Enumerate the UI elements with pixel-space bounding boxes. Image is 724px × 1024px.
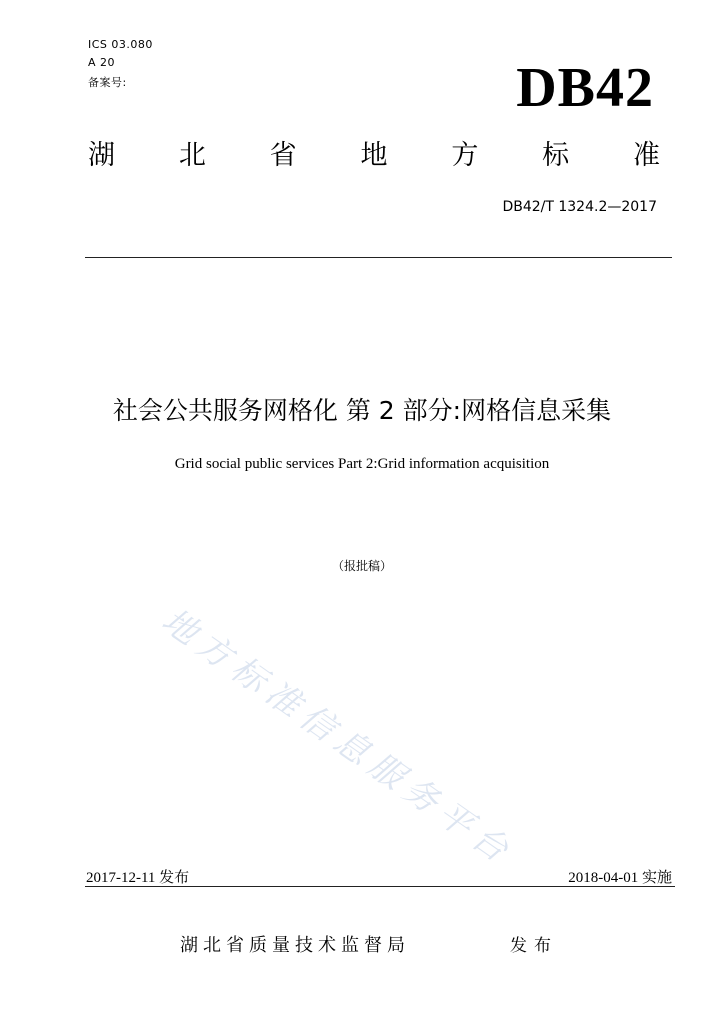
standard-code-logo: DB42: [516, 57, 654, 119]
title-char: 湖: [88, 140, 115, 171]
draft-status-note: （报批稿）: [331, 559, 392, 573]
classification-code: A 20: [88, 56, 116, 69]
ics-code: ICS 03.080: [88, 38, 153, 51]
document-title-en: Grid social public services Part 2:Grid information acquisition: [174, 456, 550, 472]
issuing-authority: 湖北省质量技术监督局: [180, 935, 410, 956]
header-divider: [85, 257, 672, 258]
document-title-cn: 社会公共服务网格化 第 2 部分:网格信息采集: [112, 396, 612, 425]
publish-label: 发布: [510, 936, 558, 956]
title-char: 地: [360, 140, 388, 171]
watermark: 地方标准信息服务平台: [154, 600, 522, 875]
title-char: 省: [269, 140, 297, 171]
standard-number: DB42/T 1324.2—2017: [502, 199, 657, 215]
standard-category-title: [88, 142, 660, 169]
implementation-date: 2018-04-01 实施: [568, 870, 672, 886]
title-char: 方: [451, 140, 479, 171]
title-char: 标: [542, 140, 570, 171]
footer-divider: [85, 886, 675, 887]
record-number-label: 备案号:: [88, 76, 127, 89]
title-char: 北: [178, 140, 206, 171]
issue-date: 2017-12-11 发布: [86, 870, 190, 886]
title-char: 准: [632, 140, 660, 171]
